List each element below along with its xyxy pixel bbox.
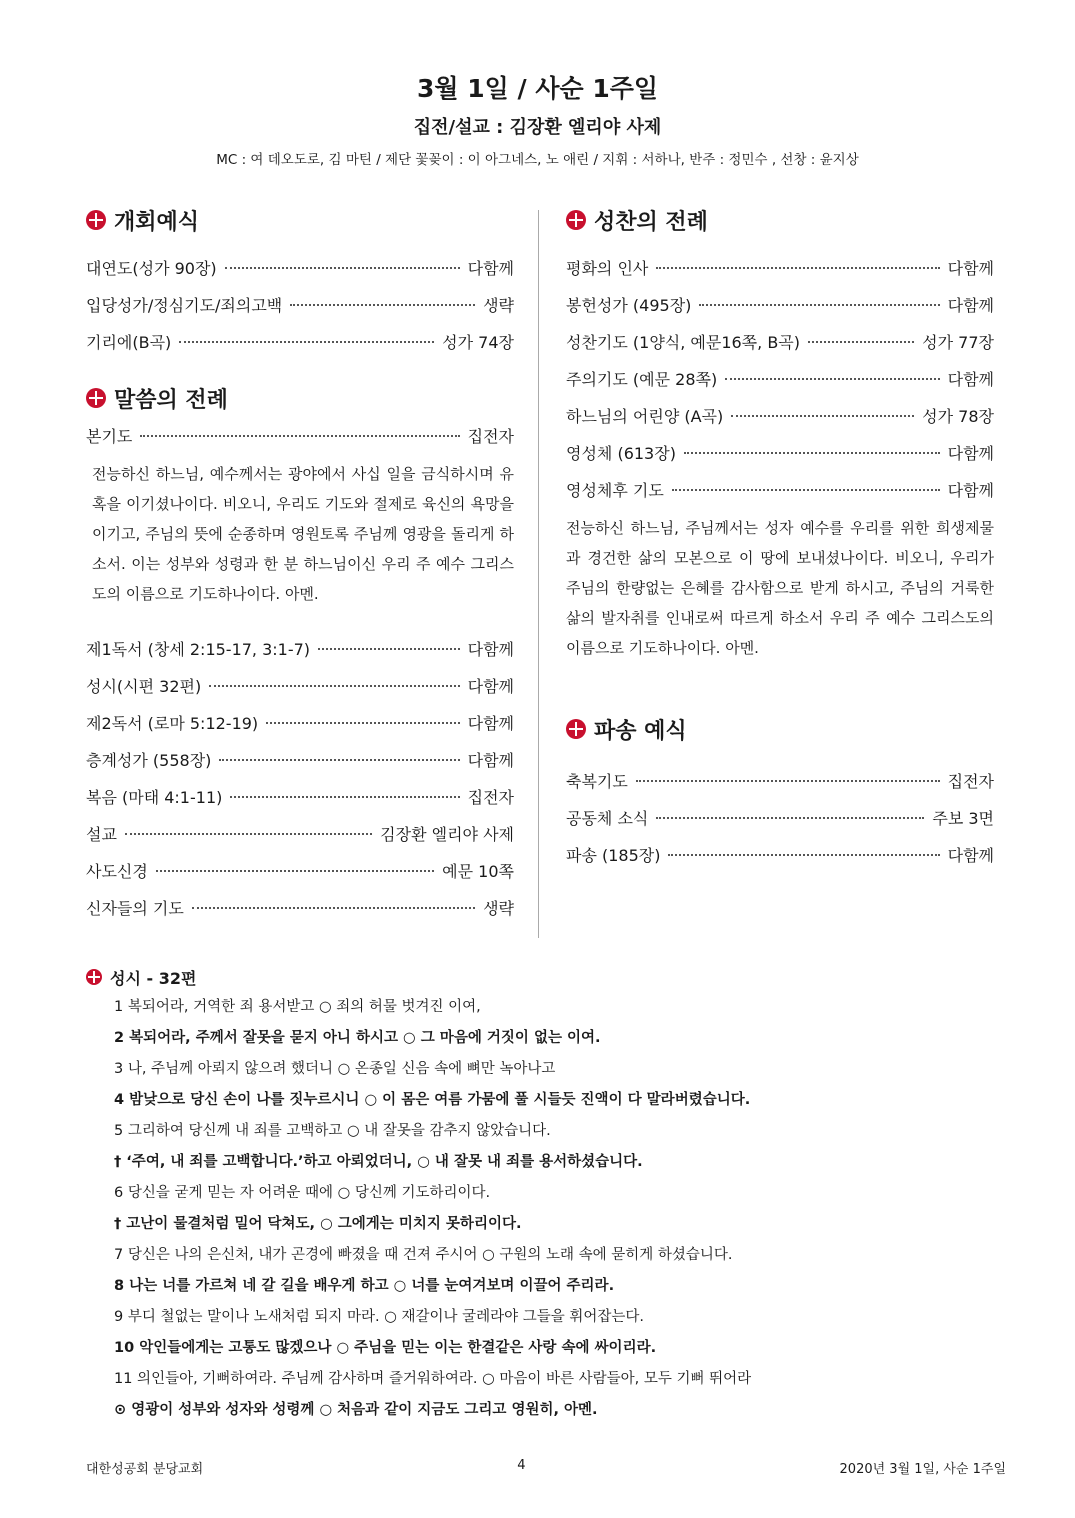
psalm-verse: 4 밤낮으로 당신 손이 나를 짓누르시니 ○ 이 몸은 여름 가뭄에 풀 시들듯 진액이 다 말라버렸습니다. xyxy=(114,1092,751,1108)
roles-line: MC : 여 데오도로, 김 마틴 / 제단 꽃꽂이 : 이 아그네스, 노 애린 / 지휘 : 서하나, 반주 : 정민수 , 선창 : 윤지상 xyxy=(216,152,859,168)
dot-leader xyxy=(140,435,459,437)
dismissal-list xyxy=(566,763,994,874)
order-row: 기리에(B곡) 성가 74장 xyxy=(86,333,514,352)
order-row: 제2독서 (로마 5:12-19) 다함께 xyxy=(86,714,514,733)
psalm-verses xyxy=(86,992,1006,1426)
dot-leader xyxy=(179,341,434,343)
dot-leader xyxy=(808,341,914,343)
psalm-verse: 6 당신을 굳게 믿는 자 어려운 때에 ○ 당신께 기도하리이다. xyxy=(114,1185,491,1201)
dot-leader xyxy=(731,415,914,417)
order-row: 평화의 인사 다함께 xyxy=(566,259,994,278)
bulletin-header xyxy=(0,72,1075,170)
order-row: 설교 김장환 엘리야 사제 xyxy=(86,825,514,844)
dot-leader xyxy=(668,854,939,856)
psalm-section xyxy=(86,962,1006,1426)
page-number: 4 xyxy=(517,1458,526,1473)
dot-leader xyxy=(219,759,459,761)
section-heading-opening: 개회예식 xyxy=(86,200,514,240)
word-list xyxy=(86,631,514,927)
dot-leader xyxy=(230,796,459,798)
dot-leader xyxy=(266,722,459,724)
order-row: 하느님의 어린양 (A곡) 성가 78장 xyxy=(566,407,994,426)
order-row: 파송 (185장) 다함께 xyxy=(566,846,994,865)
order-row: 본기도 집전자 xyxy=(86,427,514,446)
dot-leader xyxy=(656,817,924,819)
order-row: 축복기도 집전자 xyxy=(566,772,994,791)
order-row: 성찬기도 (1양식, 예문16쪽, B곡) 성가 77장 xyxy=(566,333,994,352)
dot-leader xyxy=(699,304,939,306)
order-row: 제1독서 (창세 2:15-17, 3:1-7) 다함께 xyxy=(86,640,514,659)
psalm-verse: 11 의인들아, 기뻐하여라. 주님께 감사하며 즐거워하여라. ○ 마음이 바른 사람들아, 모두 기뻐 뛰어라 xyxy=(114,1371,752,1387)
officiant-line: 집전/설교 : 김장환 엘리야 사제 xyxy=(413,117,662,138)
psalm-verse: 9 부디 철없는 말이나 노새처럼 되지 마라. ○ 재갈이나 굴레라야 그들을 휘어잡는다. xyxy=(114,1309,645,1325)
dot-leader xyxy=(636,780,940,782)
dot-leader xyxy=(725,378,939,380)
footer-date: 2020년 3월 1일, 사순 1주일 xyxy=(839,1462,1006,1477)
psalm-verse: 2 복되어라, 주께서 잘못을 묻지 아니 하시고 ○ 그 마음에 거짓이 없는 이여. xyxy=(114,1030,601,1046)
right-column xyxy=(566,200,994,874)
psalm-verse: 7 당신은 나의 은신처, 내가 곤경에 빠졌을 때 건져 주시어 ○ 구원의 노래 속에 묻히게 하셨습니다. xyxy=(114,1247,733,1263)
footer-church-name: 대한성공회 분당교회 xyxy=(86,1462,204,1477)
order-row: 성시(시편 32편) 다함께 xyxy=(86,677,514,696)
order-row: 복음 (마태 4:1-11) 집전자 xyxy=(86,788,514,807)
dot-leader xyxy=(684,452,940,454)
collect-prayer: 전능하신 하느님, 예수께서는 광야에서 사십 일을 금식하시며 유혹을 이기셨나이다. 비오니, 우리도 기도와 절제로 육신의 욕망을 이기고, 주님의 뜻에 순종하며 영원토록 주님께 영광을 돌리게 하소서. 이는 성부와 성령과 한 분 하느님이신 우리 주 예수 그리스도의 이름으로 기도하나이다. 아멘. xyxy=(92,465,514,603)
order-row: 영성체 (613장) 다함께 xyxy=(566,444,994,463)
dot-leader xyxy=(318,648,460,650)
order-row: 봉헌성가 (495장) 다함께 xyxy=(566,296,994,315)
dot-leader xyxy=(225,267,460,269)
dot-leader xyxy=(656,267,939,269)
cross-icon xyxy=(86,969,102,985)
order-row: 입당성가/정심기도/죄의고백 생략 xyxy=(86,296,514,315)
dot-leader xyxy=(290,304,475,306)
psalm-verse: † 고난이 물결처럼 밀어 닥쳐도, ○ 그에게는 미치지 못하리이다. xyxy=(114,1216,522,1232)
order-row: 사도신경 예문 10쪽 xyxy=(86,862,514,881)
psalm-verse: † ‘주여, 내 죄를 고백합니다.’하고 아뢰었더니, ○ 내 잘못 내 죄를 용서하셨습니다. xyxy=(114,1154,643,1170)
eucharist-list xyxy=(566,250,994,509)
section-heading-eucharist: 성찬의 전례 xyxy=(566,200,994,240)
order-row: 대연도(성가 90장) 다함께 xyxy=(86,259,514,278)
psalm-verse: 10 악인들에게는 고통도 많겠으나 ○ 주님을 믿는 이는 한결같은 사랑 속에 싸이리라. xyxy=(114,1340,657,1356)
cross-icon xyxy=(86,388,106,408)
order-row: 신자들의 기도 생략 xyxy=(86,899,514,918)
psalm-verse: 8 나는 너를 가르쳐 네 갈 길을 배우게 하고 ○ 너를 눈여겨보며 이끌어 주리라. xyxy=(114,1278,615,1294)
dot-leader xyxy=(672,489,940,491)
dot-leader xyxy=(192,907,475,909)
order-row: 주의기도 (예문 28쪽) 다함께 xyxy=(566,370,994,389)
column-divider xyxy=(538,210,539,938)
dot-leader xyxy=(156,870,434,872)
cross-icon xyxy=(86,210,106,230)
order-row: 층계성가 (558장) 다함께 xyxy=(86,751,514,770)
opening-list xyxy=(86,250,514,361)
cross-icon xyxy=(566,719,586,739)
psalm-verse: 3 나, 주님께 아뢰지 않으려 했더니 ○ 온종일 신음 속에 뼈만 녹아나고 xyxy=(114,1061,556,1077)
page-footer xyxy=(86,1458,1006,1477)
post-communion-prayer: 전능하신 하느님, 주님께서는 성자 예수를 우리를 위한 희생제물과 경건한 삶의 모본으로 이 땅에 보내셨나이다. 비오니, 우리가 주님의 한량없는 은혜를 감사함으로 받게 하시고, 주님의 거룩한 삶의 발자취를 인내로써 따르게 하소서 우리 주 예수 그리스도의 이름으로 기도하나이다. 아멘. xyxy=(566,519,994,657)
order-row: 영성체후 기도 다함께 xyxy=(566,481,994,500)
cross-icon xyxy=(566,210,586,230)
psalm-verse: 1 복되어라, 거역한 죄 용서받고 ○ 죄의 허물 벗겨진 이여, xyxy=(114,999,481,1015)
dot-leader xyxy=(125,833,372,835)
left-column xyxy=(86,200,514,927)
section-heading-word: 말씀의 전례 xyxy=(86,378,514,418)
psalm-verse: ⊙ 영광이 성부와 성자와 성령께 ○ 처음과 같이 지금도 그리고 영원히, 아멘. xyxy=(114,1402,598,1418)
page-title: 3월 1일 / 사순 1주일 xyxy=(416,74,659,103)
psalm-heading: 성시 - 32편 xyxy=(86,962,1006,992)
section-heading-dismissal: 파송 예식 xyxy=(566,709,994,749)
psalm-verse: 5 그리하여 당신께 내 죄를 고백하고 ○ 내 잘못을 감추지 않았습니다. xyxy=(114,1123,551,1139)
order-row: 공동체 소식 주보 3면 xyxy=(566,809,994,828)
dot-leader xyxy=(209,685,459,687)
